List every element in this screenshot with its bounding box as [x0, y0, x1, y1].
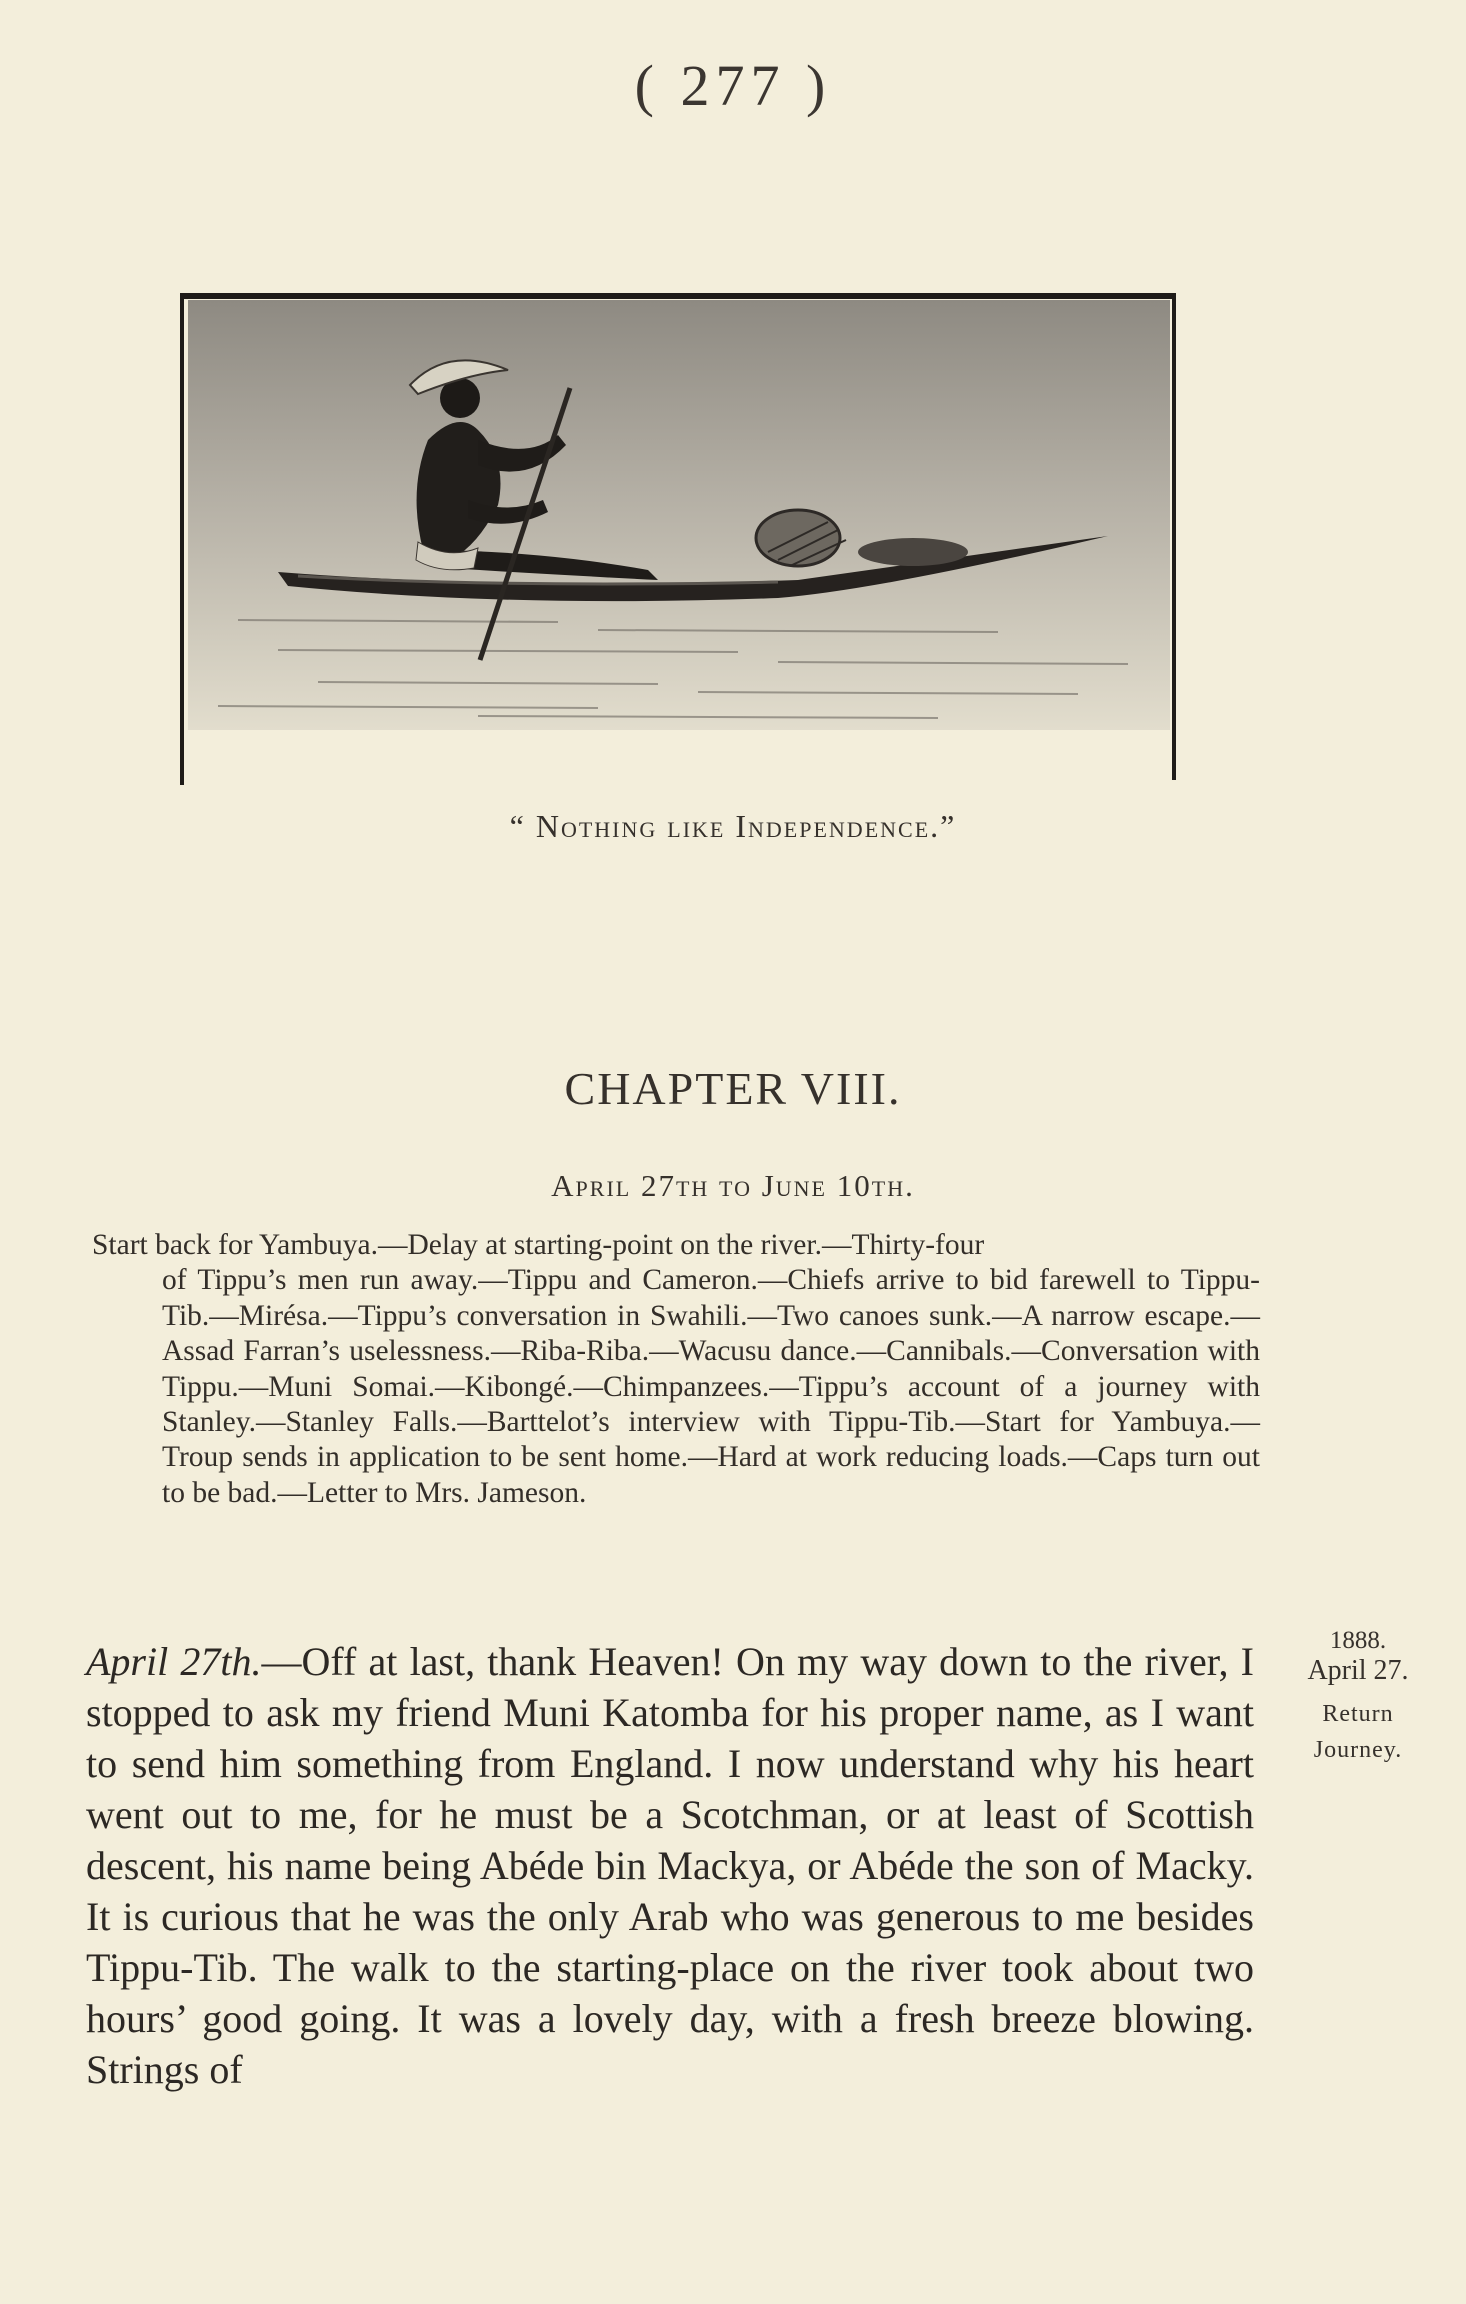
margin-note-label-return: Return	[1322, 1701, 1394, 1727]
illustration-svg	[178, 290, 1180, 785]
chapter-summary	[92, 1228, 1260, 1511]
illustration-caption: “ Nothing like Independence.”	[509, 808, 957, 844]
body-paragraph	[86, 1636, 1254, 2095]
margin-note	[1278, 1626, 1438, 1768]
chapter-dates: April 27th to June 10th.	[551, 1168, 915, 1203]
chapter-summary-rest: of Tippu’s men run away.—Tippu and Cameron.—Chiefs arrive to bid farewell to Tippu-Tib.—Mirésa.—Tippu’s conversation in Swahili.—Two canoes sunk.—A narrow escape.—Assad Farran’s uselessness.—Riba-Riba.—Wacusu dance.—Cannibals.—Conversation with Tippu.—Muni Somai.—Kibongé.—Chimpanzees.—Tippu’s account of a journey with Stanley.—Stanley Falls.—Barttelot’s interview with Tippu-Tib.—Start for Yambuya.—Troup sends in application to be sent home.—Hard at work reducing loads.—Caps turn out to be bad.—Letter to Mrs. Jameson.	[162, 1264, 1260, 1509]
margin-note-year: 1888.	[1329, 1627, 1387, 1654]
canoe-illustration-icon	[178, 290, 1180, 785]
body-date-lead: April 27th.	[86, 1639, 262, 1684]
margin-note-date: April 27.	[1307, 1655, 1409, 1686]
margin-note-label-journey: Journey.	[1313, 1737, 1403, 1763]
chapter-title: CHAPTER VIII.	[564, 1063, 902, 1114]
chapter-summary-first-line: Start back for Yambuya.—Delay at starting-point on the river.—Thirty-four	[92, 1229, 985, 1261]
page-number: ( 277 )	[634, 53, 832, 118]
body-text: —Off at last, thank Heaven! On my way down to the river, I stopped to ask my friend Muni Katomba for his proper name, as I want to send him something from England. I now understand why his heart went out to me, for he must be a Scotchman, or at least of Scottish descent, his name being Abéde bin Mackya, or Abéde the son of Macky. It is curious that he was the only Arab who was generous to me besides Tippu-Tib. The walk to the starting-place on the river took about two hours’ good going. It was a lovely day, with a fresh breeze blowing. Strings of	[86, 1639, 1254, 2092]
